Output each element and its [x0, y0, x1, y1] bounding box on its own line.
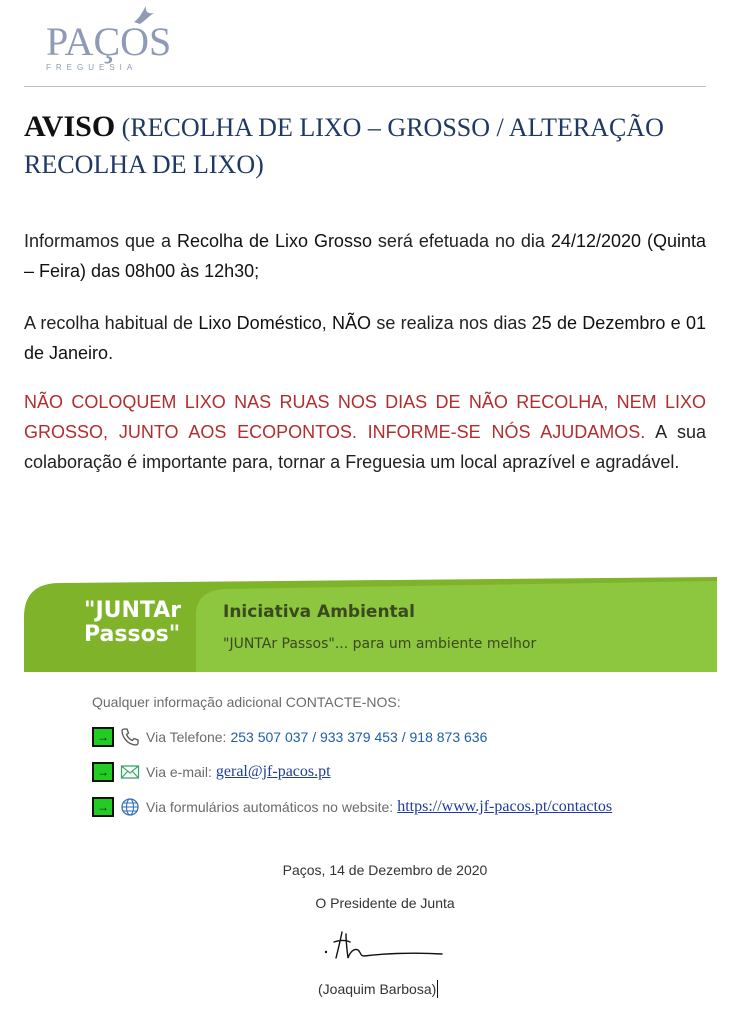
p1-text-b: Recolha de Lixo Grosso	[176, 231, 372, 251]
website-link[interactable]: https://www.jf-pacos.pt/contactos	[397, 798, 613, 815]
p2-text-f: 25 de Dezembro e 01 de Janeiro	[24, 313, 706, 363]
mail-icon	[120, 762, 140, 782]
warning-text: NÃO COLOQUEM LIXO NAS RUAS NOS DIAS DE NÃO RECOLHA, NEM LIXO GROSSO, JUNTO AOS ECOPONTOS. INFORME-SE NÓS AJUDAMOS.	[24, 392, 706, 442]
notice-title-strong: AVISO	[24, 110, 116, 143]
phone-icon	[120, 727, 140, 747]
banner-subtitle: "JUNTAr Passos"... para um ambiente melhor	[223, 636, 537, 652]
banner-title: Iniciativa Ambiental	[223, 602, 415, 622]
email-label: Via e-mail:	[146, 764, 212, 780]
p2-text-e: se realiza nos dias	[371, 313, 532, 333]
globe-icon	[120, 797, 140, 817]
signatory-name-text: (Joaquim Barbosa)	[318, 981, 437, 997]
contact-row-email	[92, 761, 331, 783]
signatory-name	[318, 980, 438, 998]
arrow-icon: →	[92, 762, 114, 782]
banner-tagline-line2: Passos"	[84, 622, 181, 647]
paragraph-collection-date	[24, 226, 706, 286]
p3-text-rest: A sua colaboração é importante para, tornar a Freguesia um local aprazível e agradável.	[24, 422, 706, 472]
signatory-role: O Presidente de Junta	[315, 895, 455, 911]
signature	[320, 928, 450, 964]
website-label: Via formulários automáticos no website:	[146, 799, 394, 815]
arrow-icon: →	[92, 797, 114, 817]
notice-title-rest: (RECOLHA DE LIXO – GROSSO / ALTERAÇÃO RECOLHA DE LIXO)	[24, 113, 664, 179]
notice-title	[24, 108, 714, 183]
signing-date: Paços, 14 de Dezembro de 2020	[282, 862, 488, 878]
p2-text-c: ,	[321, 313, 333, 333]
logo-subtitle: FREGUESIA	[46, 63, 138, 72]
phone-value[interactable]: 253 507 037 / 933 379 453 / 918 873 636	[230, 729, 488, 745]
p2-text-b: Lixo Doméstico	[198, 313, 322, 333]
contact-row-website	[92, 796, 612, 818]
p2-text-a: A recolha habitual de	[24, 313, 199, 333]
bird-icon	[132, 4, 156, 30]
paragraph-warning	[24, 387, 706, 477]
paragraph-domestic-collection	[24, 308, 706, 368]
arrow-icon: →	[92, 727, 114, 747]
p2-text-d: NÃO	[332, 313, 372, 333]
email-link[interactable]: geral@jf-pacos.pt	[215, 763, 331, 780]
contact-heading: Qualquer informação adicional CONTACTE-NOS:	[92, 694, 401, 710]
phone-label: Via Telefone:	[146, 729, 227, 745]
banner-tagline-line1: "JUNTAr	[84, 598, 182, 623]
banner-tagline	[84, 599, 181, 647]
initiative-banner	[24, 577, 717, 672]
header-divider	[24, 86, 706, 87]
text-cursor	[437, 980, 438, 998]
contact-row-phone	[92, 726, 487, 748]
p1-text-d: 24/12/2020 (Quinta – Feira) das 08h00 às 12h30;	[24, 231, 707, 281]
p1-text-c: será efetuada no dia	[371, 231, 551, 251]
p2-text-g: .	[108, 343, 114, 363]
p1-text-a: Informamos que a	[24, 231, 177, 251]
logo-name: PAÇOS	[46, 19, 172, 64]
freguesia-logo	[40, 4, 172, 74]
